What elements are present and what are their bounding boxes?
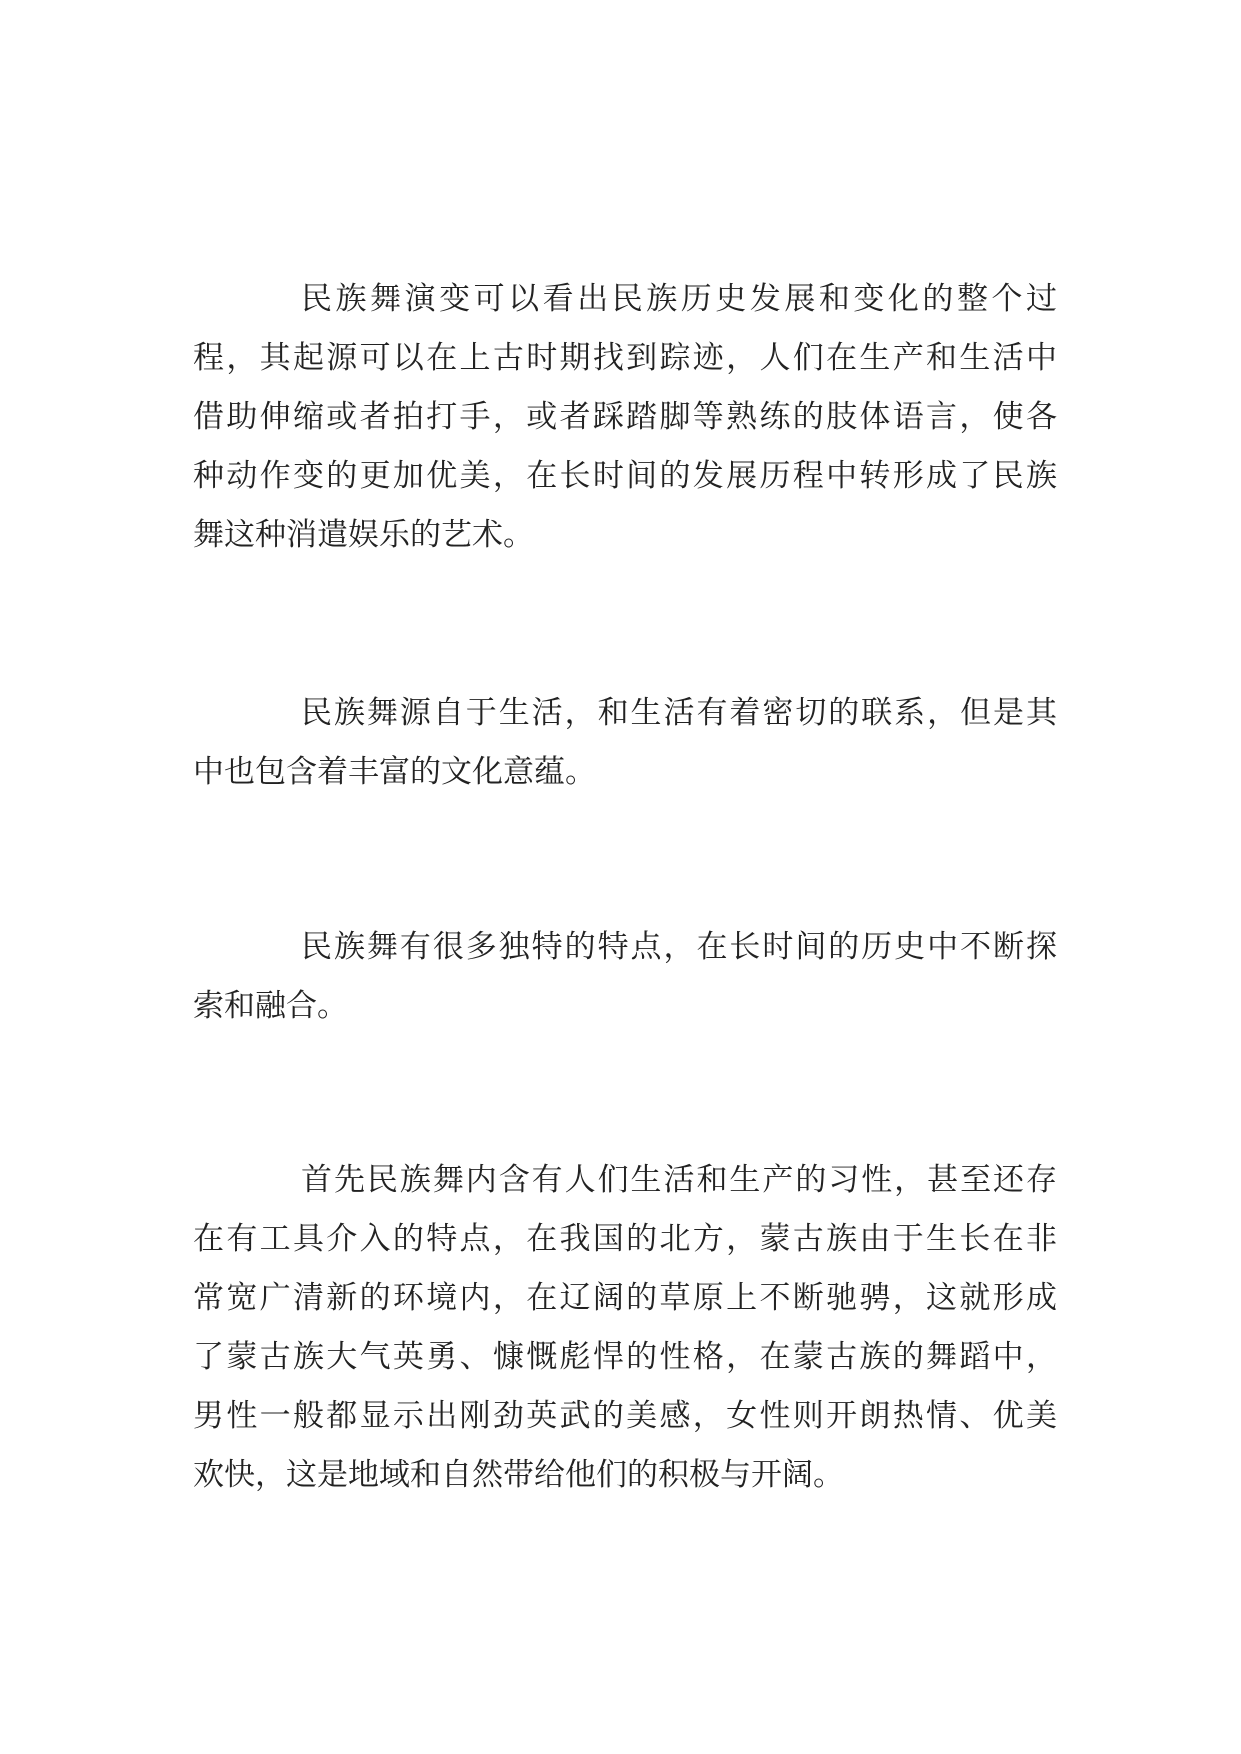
text-line: 程，其起源可以在上古时期找到踪迹，人们在生产和生活中 <box>193 340 1057 376</box>
text-line: 首先民族舞内含有人们生活和生产的习性，甚至还存 <box>301 1162 1057 1198</box>
text-line: 民族舞源自于生活，和生活有着密切的联系，但是其 <box>301 695 1057 731</box>
text-line: 常宽广清新的环境内，在辽阔的草原上不断驰骋，这就形成 <box>193 1280 1057 1316</box>
text-line: 民族舞演变可以看出民族历史发展和变化的整个过 <box>301 281 1057 317</box>
paragraph-dance-life <box>193 684 1057 802</box>
text-line: 中也包含着丰富的文化意蕴。 <box>193 754 596 790</box>
text-line: 舞这种消遣娱乐的艺术。 <box>193 517 534 553</box>
text-line: 了蒙古族大气英勇、慷慨彪悍的性格，在蒙古族的舞蹈中， <box>193 1339 1057 1375</box>
text-line: 民族舞有很多独特的特点，在长时间的历史中不断探 <box>301 929 1057 965</box>
text-line: 借助伸缩或者拍打手，或者踩踏脚等熟练的肢体语言，使各 <box>193 399 1057 435</box>
text-line: 索和融合。 <box>193 988 348 1024</box>
paragraph-mongolian-dance <box>193 1151 1057 1505</box>
text-line: 在有工具介入的特点，在我国的北方，蒙古族由于生长在非 <box>193 1221 1057 1257</box>
paragraph-dance-features <box>193 918 1057 1036</box>
text-line: 种动作变的更加优美，在长时间的发展历程中转形成了民族 <box>193 458 1057 494</box>
text-line: 欢快，这是地域和自然带给他们的积极与开阔。 <box>193 1457 844 1493</box>
paragraph-dance-origin <box>193 270 1057 565</box>
text-line: 男性一般都显示出刚劲英武的美感，女性则开朗热情、优美 <box>193 1398 1057 1434</box>
